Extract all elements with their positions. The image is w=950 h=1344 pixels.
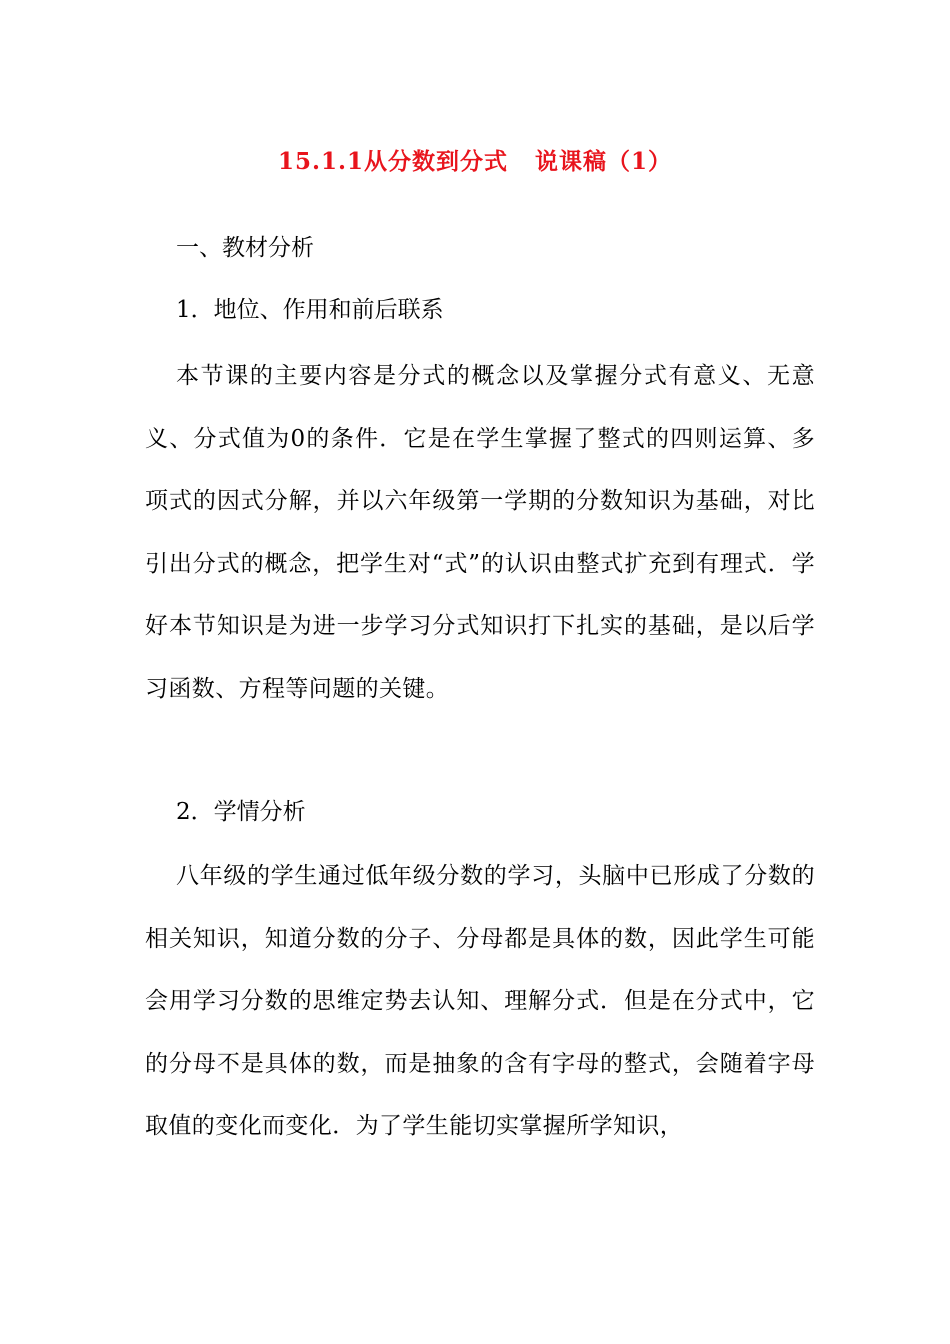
paragraph-student-analysis: 八年级的学生通过低年级分数的学习，头脑中已形成了分数的相关知识，知道分数的分子、分母都是具体的数，因此学生可能会用学习分数的思维定势去认知、理解分式．但是在分式中，它的分母不是具体的数，而是抽象的含有字母的整式，会随着字母取值的变化而变化．为了学生能切实掌握所学知识， bbox=[145, 863, 815, 1139]
subsection-heading-position-role: 1．地位、作用和前后联系 bbox=[176, 297, 444, 323]
section-heading-textbook-analysis: 一、教材分析 bbox=[176, 235, 314, 261]
page-title: 15.1.1从分数到分式 说课稿（1） bbox=[277, 148, 673, 175]
paragraph-position-role: 本节课的主要内容是分式的概念以及掌握分式有意义、无意义、分式值为0的条件．它是在学生掌握了整式的四则运算、多项式的因式分解，并以六年级第一学期的分数知识为基础，对比引出分式的概念，把学生对“式”的认识由整式扩充到有理式．学好本节知识是为进一步学习分式知识打下扎实的基础，是以后学习函数、方程等问题的关键。 bbox=[145, 363, 815, 702]
subsection-heading-student-analysis: 2．学情分析 bbox=[176, 799, 306, 825]
